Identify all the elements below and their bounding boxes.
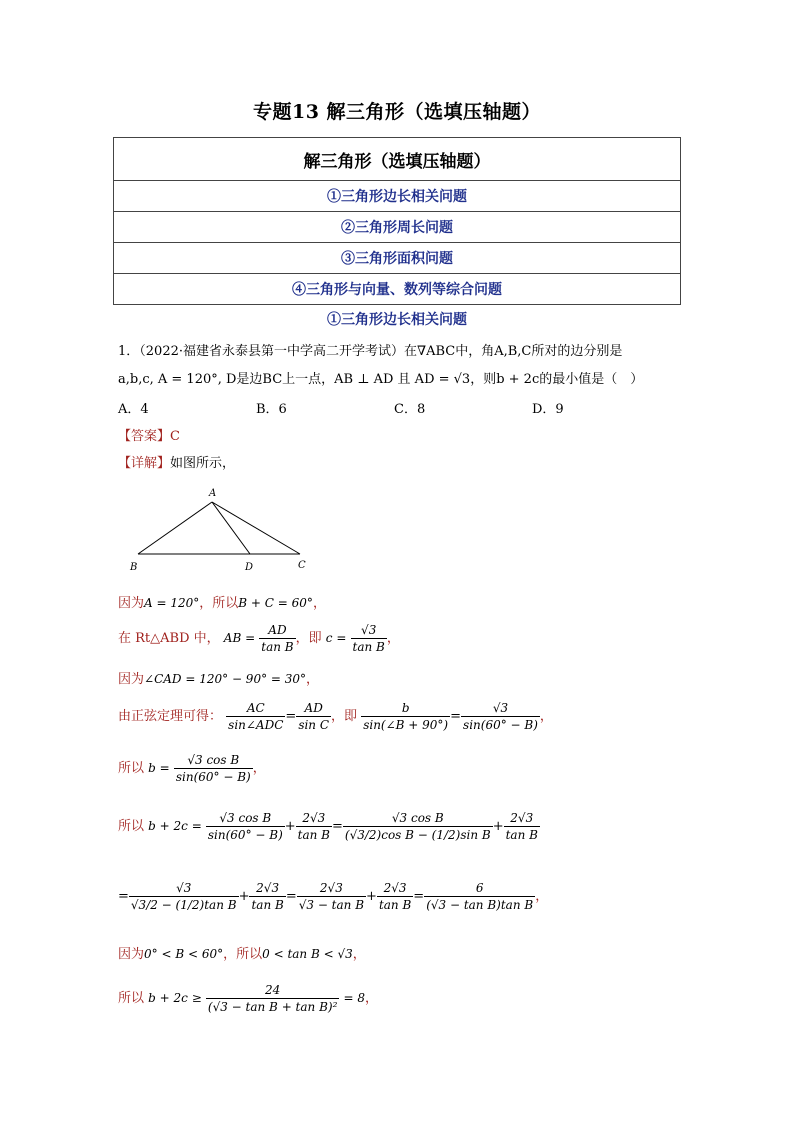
toc-item-4: ④三角形与向量、数列等综合问题 [114, 274, 681, 305]
denominator: (√3/2)cos B − (1/2)sin B [344, 828, 491, 842]
fraction [343, 810, 493, 843]
fraction [461, 700, 540, 733]
denominator: sin(60° − B) [175, 770, 251, 784]
fraction [351, 622, 387, 655]
step-4: 由正弦定理可得： $\frac{AC}{\text{sin∠ADC}}$ = $\frac{AD}{\text{sin C}}$ ，即 $\frac{b}{\sin(\angle B + 90^\circ)}$ = $\frac{√3}{\sin(60^\circ - B)}$ ， [118, 701, 553, 732]
text: 由正弦定理可得： [118, 709, 223, 724]
segment-ad [212, 502, 250, 554]
text: ， [252, 761, 266, 776]
answer-label: 【答案】 [118, 429, 171, 444]
label-c: C [298, 560, 306, 571]
fraction [297, 880, 366, 913]
text: ，即 [295, 631, 322, 646]
text: ， [365, 991, 379, 1006]
toc-header: 解三角形（选填压轴题） [114, 138, 681, 181]
fraction [206, 810, 285, 843]
numerator: 2√3 [377, 880, 413, 897]
text: 所以 [118, 761, 145, 776]
math: b + 2c = [148, 819, 202, 833]
denominator: tan B [505, 828, 538, 842]
fraction [249, 880, 285, 913]
numerator: 2√3 [297, 880, 366, 897]
toc-item-2: ②三角形周长问题 [114, 212, 681, 243]
numerator: 2√3 [504, 810, 540, 827]
step-9 [118, 982, 378, 1015]
text: ， [535, 889, 549, 904]
math: c = [325, 631, 347, 645]
problem-line-2 [118, 368, 643, 387]
denominator: sin(∠B + 90°) [363, 718, 449, 732]
text: ， [352, 947, 366, 962]
toc-item-1: ①三角形边长相关问题 [114, 181, 681, 212]
text: 因为 [118, 947, 145, 962]
math: A = 120° [144, 596, 200, 610]
math: 0 < tan B < √3 [262, 947, 353, 961]
numerator: √3 [351, 622, 387, 639]
numerator: √3 cos B [343, 810, 493, 827]
denominator: (√3 − tan B + tan B)² [207, 1000, 338, 1014]
option-d[interactable]: D．9 [532, 402, 564, 417]
label-a: A [209, 488, 217, 499]
numerator: 24 [206, 982, 340, 999]
denominator: tan B [378, 898, 412, 912]
fraction [361, 700, 450, 733]
option-b[interactable]: B．6 [256, 402, 287, 417]
denominator: sin∠ADC [228, 718, 284, 732]
math: AB = [223, 631, 256, 645]
text: ， [312, 596, 326, 611]
text: ，所以 [199, 596, 239, 611]
denominator: sin(60° − B) [463, 718, 538, 732]
fraction [259, 622, 295, 655]
section-heading: ①三角形边长相关问题 [327, 312, 467, 328]
numerator: √3 [129, 880, 239, 897]
denominator: tan B [251, 898, 284, 912]
text: ，即 [331, 709, 358, 724]
text: 因为 [118, 672, 145, 687]
numerator: √3 cos B [206, 810, 285, 827]
fraction [296, 700, 331, 733]
options-row [118, 398, 670, 417]
toc-table [113, 137, 681, 305]
numerator: AD [259, 622, 295, 639]
denominator: sin(60° − B) [207, 828, 283, 842]
segment-ac [212, 502, 300, 554]
numerator: 6 [424, 880, 535, 897]
detail-label: 【详解】 [118, 456, 171, 471]
label-b: B [130, 562, 138, 573]
step-5 [118, 752, 266, 785]
numerator: AD [296, 700, 331, 717]
label-d: D [245, 562, 254, 573]
fraction [174, 752, 253, 785]
numerator: AC [226, 700, 285, 717]
problem-number: 1． [118, 344, 140, 359]
text: ， [539, 709, 553, 724]
denominator: tan B [352, 640, 385, 654]
step-7: = $\frac{√3}{\text{√3/2 − (1/2)tan B}}$ + $\frac{2√3}{\text{tan B}}$ = $\frac{2√3}{\text{√3 − tan B}}$ + $\frac{2√3}{\text{tan B}}$ = $\frac{6}{\text{(√3 − tan B)tan B}}$ ， [118, 881, 549, 912]
problem-source: （2022·福建省永泰县第一中学高二开学考试） [139, 344, 404, 359]
math: 0° < B < 60° [144, 947, 224, 961]
text: ， [386, 631, 400, 646]
denominator: tan B [261, 640, 294, 654]
problem-line-1 [118, 340, 622, 359]
denominator: (√3 − tan B)tan B [426, 898, 534, 912]
step-6: 所以 b + 2c = $\frac{\text{√3 cos B}}{\sin(60^\circ - B)}$ + $\frac{2√3}{\text{tan B}}$ = $\frac{\text{√3 cos B}}{\text{(√3/2)cos B − (1/2)sin B}}$ + $\frac{2√3}{\text{tan B}}$ [118, 811, 538, 842]
step-2 [118, 622, 400, 655]
denominator: √3 − tan B [298, 898, 365, 912]
fraction [377, 880, 413, 913]
text: 所以 [118, 991, 145, 1006]
detail-intro: 如图所示， [170, 456, 236, 471]
math: ∠CAD = 120° − 90° = 30° [144, 672, 307, 686]
step-8 [118, 943, 366, 962]
toc-item-3: ③三角形面积问题 [114, 243, 681, 274]
numerator: 2√3 [296, 810, 332, 827]
denominator: √3/2 − (1/2)tan B [130, 898, 237, 912]
document-title: 专题13 解三角形（选填压轴题） [252, 101, 542, 123]
segment-ab [138, 502, 212, 554]
step-1 [118, 592, 326, 611]
text: 在 Rt△ABD 中， [118, 631, 220, 646]
option-a[interactable]: A．4 [118, 402, 149, 417]
math: b + 2c ≥ [148, 991, 202, 1005]
numerator: √3 [461, 700, 540, 717]
math: b = [148, 761, 170, 775]
problem-stem-1: 在∇ABC中，角A,B,C所对的边分别是 [404, 344, 623, 359]
fraction [424, 880, 535, 913]
fraction [129, 880, 239, 913]
text: 因为 [118, 596, 145, 611]
math: B + C = 60° [238, 596, 313, 610]
fraction [206, 982, 340, 1015]
answer-value: C [170, 429, 180, 444]
detail-line [118, 452, 235, 471]
option-c[interactable]: C．8 [394, 402, 426, 417]
text: ，所以 [223, 947, 263, 962]
numerator: b [361, 700, 450, 717]
step-3 [118, 668, 319, 687]
fraction [504, 810, 540, 843]
answer-line [118, 425, 180, 444]
text: 所以 [118, 819, 145, 834]
text: ， [306, 672, 320, 687]
denominator: sin C [298, 718, 330, 732]
numerator: 2√3 [249, 880, 285, 897]
fraction [296, 810, 332, 843]
numerator: √3 cos B [174, 752, 253, 769]
fraction [226, 700, 285, 733]
problem-stem-2: a,b,c, A = 120°, D是边BC上一点，AB ⊥ AD 且 AD = √3，则b + 2c的最小值是（ ） [118, 372, 644, 387]
denominator: tan B [297, 828, 330, 842]
math: = 8 [343, 991, 366, 1005]
triangle-figure [120, 484, 320, 576]
